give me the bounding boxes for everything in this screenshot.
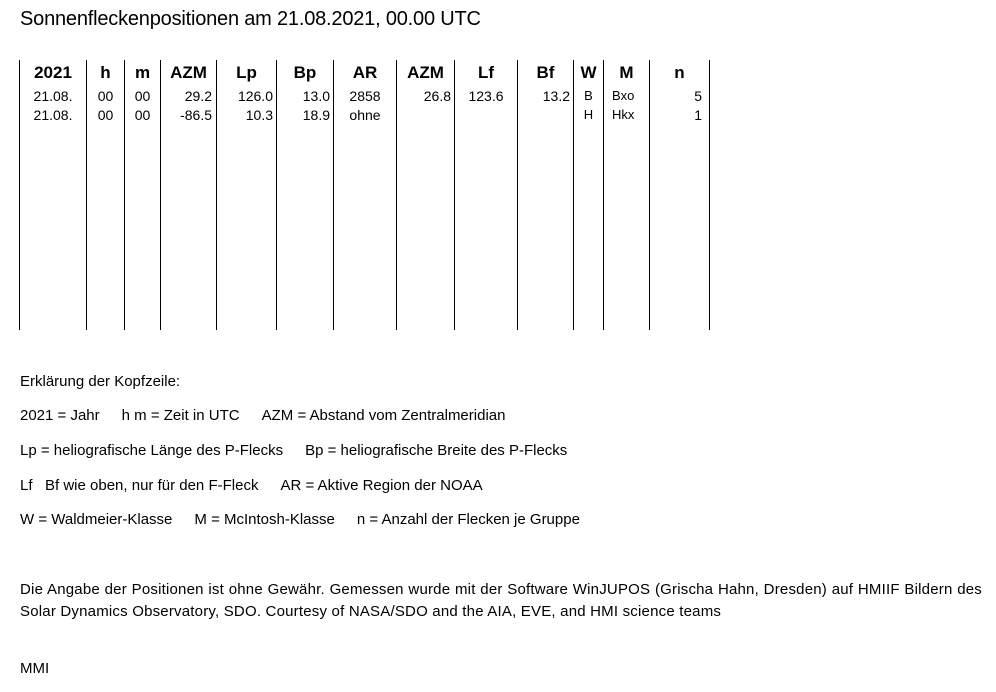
table-cell: 1 <box>694 107 702 123</box>
legend-item: M = McIntosh-Klasse <box>194 511 335 528</box>
disclaimer-paragraph: Die Angabe der Positionen ist ohne Gewähr. Gemessen wurde mit der Software WinJUPOS (Grischa Hahn, Dresden) auf HMIIF Bildern des Solar Dynamics Observatory, SDO. Courtesy of NASA/SDO and the AIA, EVE, and HMI science teams <box>20 581 982 620</box>
legend-item: 2021 = Jahr <box>20 407 100 424</box>
table-cell: ohne <box>349 107 381 123</box>
signature: MMI <box>20 660 50 677</box>
legend-item: h m = Zeit in UTC <box>121 407 240 424</box>
table-cell: B <box>584 88 593 103</box>
table-cell: 29.2 <box>184 88 212 104</box>
table-cell: 00 <box>134 88 151 104</box>
table-cell: 13.0 <box>302 88 330 104</box>
table-cell: 123.6 <box>468 88 504 104</box>
legend-heading: Erklärung der Kopfzeile: <box>20 373 181 390</box>
legend-item: n = Anzahl der Flecken je Gruppe <box>356 511 580 528</box>
table-cell: Bxo <box>612 88 635 103</box>
table-cell: H <box>583 107 594 122</box>
column-divider <box>709 60 710 330</box>
table-cell: 21.08. <box>33 88 73 104</box>
header-hour: h <box>100 63 111 82</box>
header-n: n <box>674 63 685 82</box>
legend-item: AR = Aktive Region der NOAA <box>280 477 483 494</box>
page-title: Sonnenfleckenpositionen am 21.08.2021, 00.00 UTC <box>20 8 481 30</box>
legend-line-4 <box>20 511 580 528</box>
legend-item: AZM = Abstand vom Zentralmeridian <box>261 407 506 424</box>
table-cell: 13.2 <box>542 88 570 104</box>
table-cell: Hkx <box>612 107 635 122</box>
header-ar: AR <box>352 63 378 82</box>
header-azm-f: AZM <box>407 63 444 82</box>
legend-line-1 <box>20 407 505 424</box>
header-lp: Lp <box>236 63 257 82</box>
header-w: W <box>580 63 597 82</box>
table-cell: 5 <box>694 88 702 104</box>
table-cell: 00 <box>97 88 114 104</box>
legend-item: Lf Bf wie oben, nur für den F-Fleck <box>20 477 259 494</box>
header-azm-p: AZM <box>170 63 207 82</box>
column-divider <box>603 60 604 330</box>
legend-item: W = Waldmeier-Klasse <box>20 511 173 528</box>
header-minute: m <box>134 63 151 82</box>
table-cell: 00 <box>134 107 151 123</box>
legend-item: Lp = heliografische Länge des P-Flecks <box>20 442 284 459</box>
legend-item: Bp = heliografische Breite des P-Flecks <box>305 442 568 459</box>
table-cell: 18.9 <box>302 107 330 123</box>
header-m: M <box>619 63 634 82</box>
table-cell: 26.8 <box>423 88 451 104</box>
legend-line-3 <box>20 477 483 494</box>
header-year: 2021 <box>34 63 72 82</box>
table-cell: 10.3 <box>245 107 273 123</box>
header-lf: Lf <box>477 63 495 82</box>
table-cell: 126.0 <box>237 88 273 104</box>
table-cell: 2858 <box>349 88 381 104</box>
column-divider <box>19 60 20 330</box>
table-cell: 00 <box>97 107 114 123</box>
table-cell: -86.5 <box>180 107 212 123</box>
table-cell: 21.08. <box>33 107 73 123</box>
header-bp: Bp <box>293 63 317 82</box>
legend-line-2 <box>20 442 567 459</box>
header-bf: Bf <box>536 63 555 82</box>
